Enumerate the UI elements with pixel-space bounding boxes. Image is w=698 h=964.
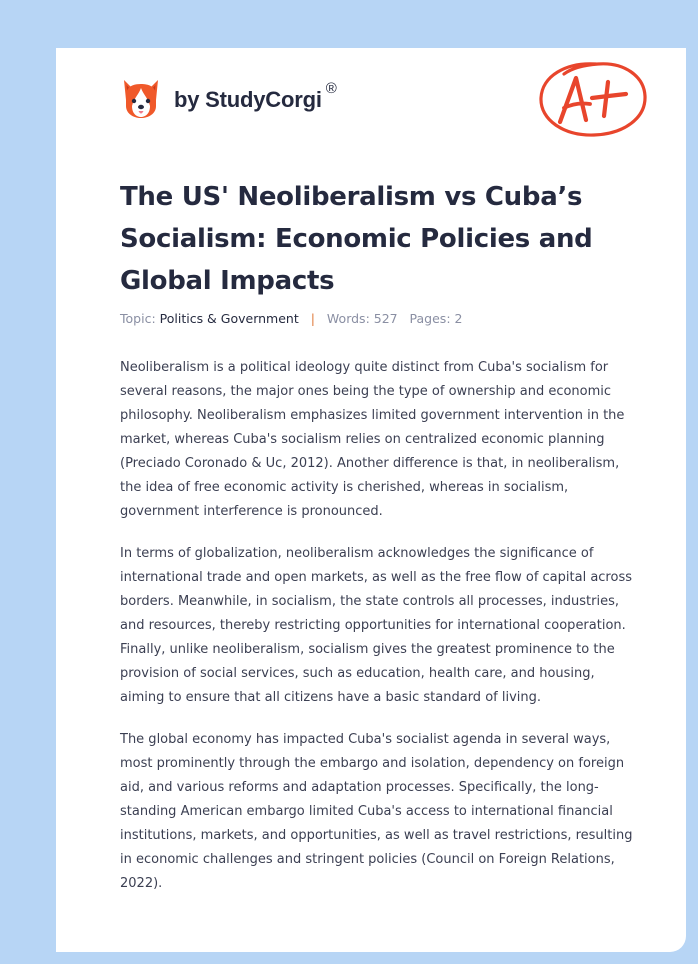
brand-header[interactable] (120, 76, 337, 120)
paragraph: Neoliberalism is a political ideology quite distinct from Cuba's socialism for several reasons, the major ones being the type of ownership and economic philosophy. Neoliberalism emphasizes limited government intervention in the market, whereas Cuba's socialism relies on centralized economic planning (Preciado Coronado & Uc, 2012). Another difference is that, in neoliberalism, the idea of free economic activity is cherished, whereas in socialism, government interference is pronounced. (120, 360, 625, 519)
document-meta (120, 311, 462, 326)
corgi-logo-icon (120, 76, 162, 120)
pages-value: 2 (454, 311, 463, 326)
essay-body (120, 356, 634, 914)
a-plus-grade-icon (536, 58, 650, 140)
registered-mark: ® (325, 79, 337, 97)
brand-name: by StudyCorgi (174, 87, 322, 112)
page-title: The US' Neoliberalism vs Cuba’s Socialism: Economic Policies and Global Impacts (120, 182, 593, 296)
words-label: Words: (326, 311, 370, 326)
words-value: 527 (373, 311, 398, 326)
paragraph: In terms of globalization, neoliberalism acknowledges the significance of international trade and open markets, as well as the free flow of capital across borders. Meanwhile, in socialism, the state controls all processes, industries, and resources, thereby restricting opportunities for international cooperation. Finally, unlike neoliberalism, socialism gives the greatest prominence to the provision of social services, such as education, health care, and housing, aiming to ensure that all citizens have a basic standard of living. (120, 546, 632, 705)
paragraph: The global economy has impacted Cuba's socialist agenda in several ways, most prominently through the embargo and isolation, dependency on foreign aid, and various reforms and adaptation processes. Specifically, the long-standing American embargo limited Cuba's access to international financial institutions, markets, and opportunities, as well as travel restrictions, resulting in economic challenges and stringent policies (Council on Foreign Relations, 2022). (120, 732, 633, 891)
meta-separator: | (310, 311, 315, 326)
topic-label: Topic: (120, 311, 156, 326)
topic-link[interactable]: Politics & Government (159, 311, 299, 326)
pages-label: Pages: (409, 311, 451, 326)
